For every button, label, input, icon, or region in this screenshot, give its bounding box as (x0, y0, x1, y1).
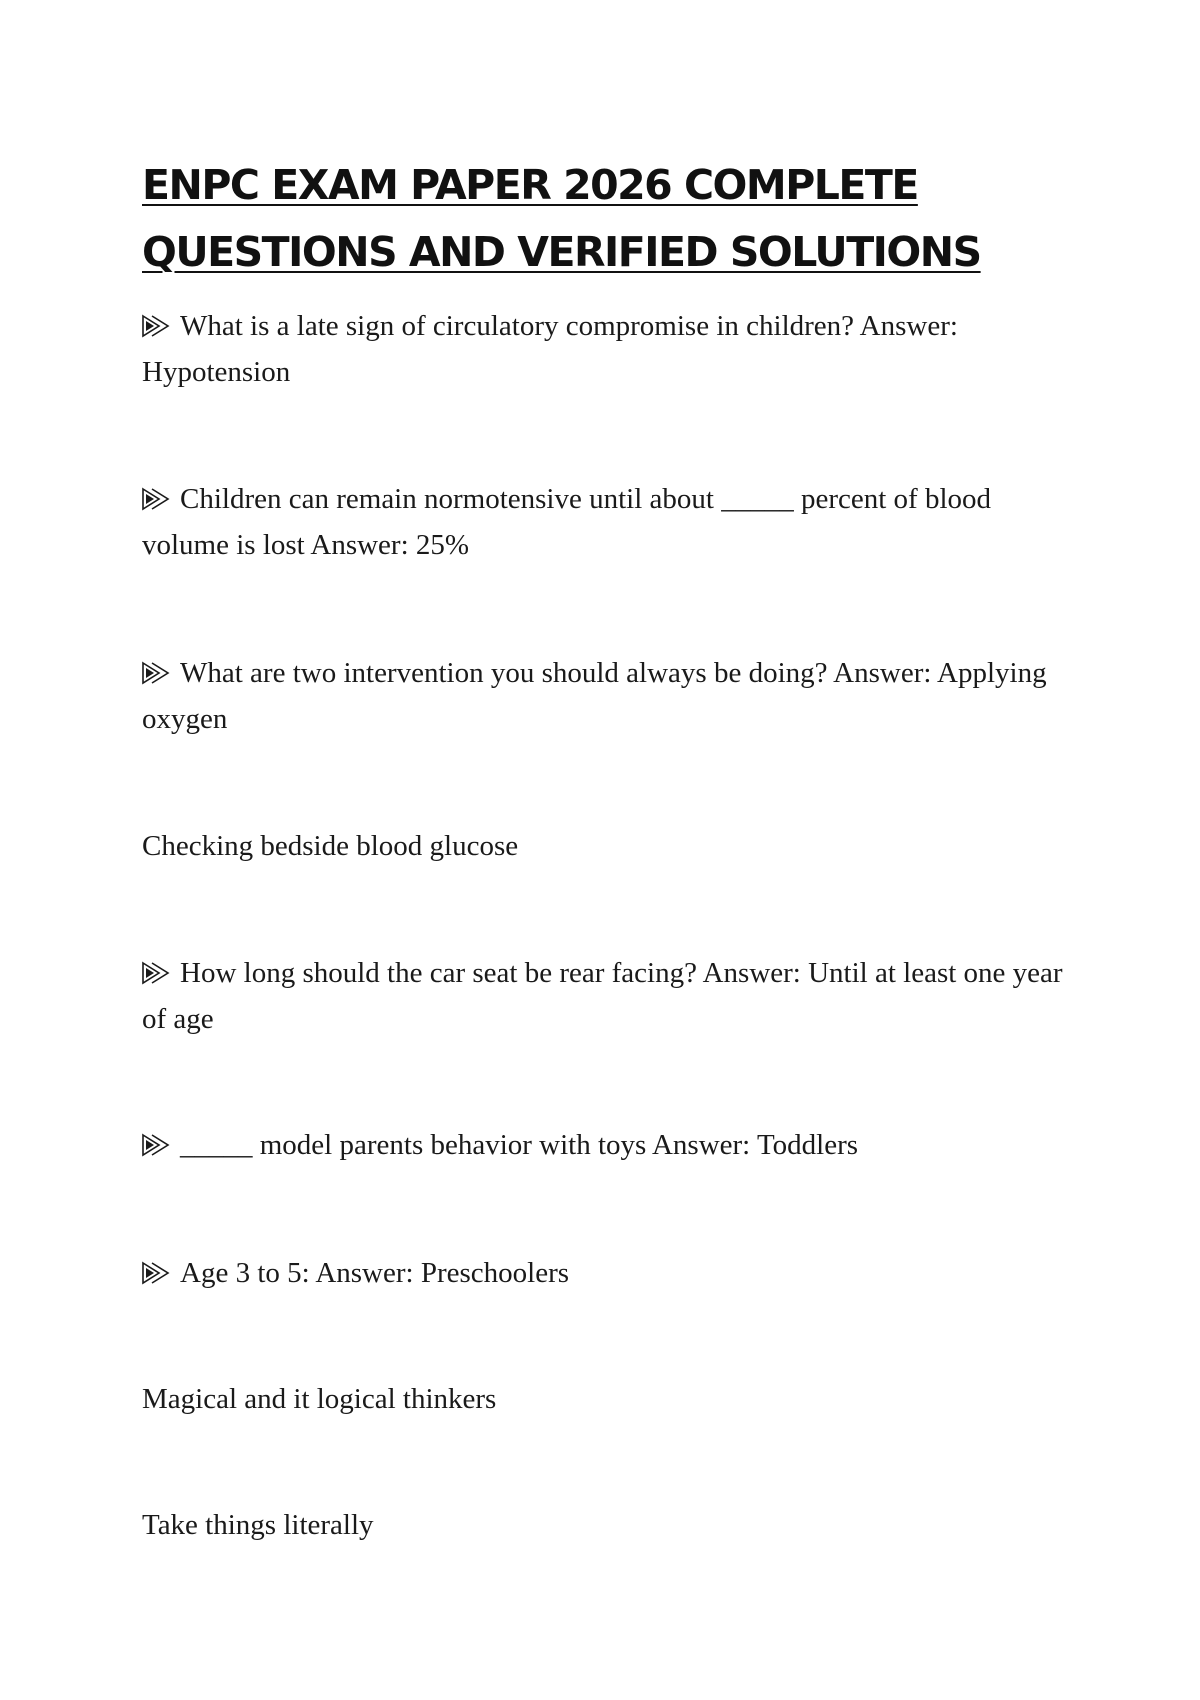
question-3 (142, 650, 1072, 742)
question-text: How long should the car seat be rear facing? Answer: Until at least one year of age (142, 957, 1063, 1035)
continuation-line: Checking bedside blood glucose (142, 830, 519, 862)
double-arrow-bullet-icon (142, 961, 172, 985)
continuation-line: Take things literally (142, 1509, 374, 1541)
question-text: _____ model parents behavior with toys Answer: Toddlers (180, 1129, 859, 1161)
double-arrow-bullet-icon (142, 314, 172, 338)
double-arrow-bullet-icon (142, 661, 172, 685)
question-2 (142, 476, 1072, 568)
title-line-2: QUESTIONS AND VERIFIED SOLUTIONS (142, 228, 981, 276)
title-line-1: ENPC EXAM PAPER 2026 COMPLETE (142, 161, 918, 209)
double-arrow-bullet-icon (142, 1261, 172, 1285)
question-5 (142, 1122, 1072, 1168)
document-title (142, 152, 1092, 286)
question-text: What is a late sign of circulatory compromise in children? Answer: Hypotension (142, 310, 958, 388)
question-text: What are two intervention you should always be doing? Answer: Applying oxygen (142, 657, 1047, 735)
question-text: Children can remain normotensive until about _____ percent of blood volume is lost Answer: 25% (142, 483, 991, 561)
question-4 (142, 950, 1072, 1042)
double-arrow-bullet-icon (142, 487, 172, 511)
question-text: Age 3 to 5: Answer: Preschoolers (180, 1257, 570, 1289)
question-6 (142, 1250, 1072, 1296)
question-1 (142, 303, 1072, 395)
double-arrow-bullet-icon (142, 1133, 172, 1157)
continuation-line: Magical and it logical thinkers (142, 1383, 497, 1415)
